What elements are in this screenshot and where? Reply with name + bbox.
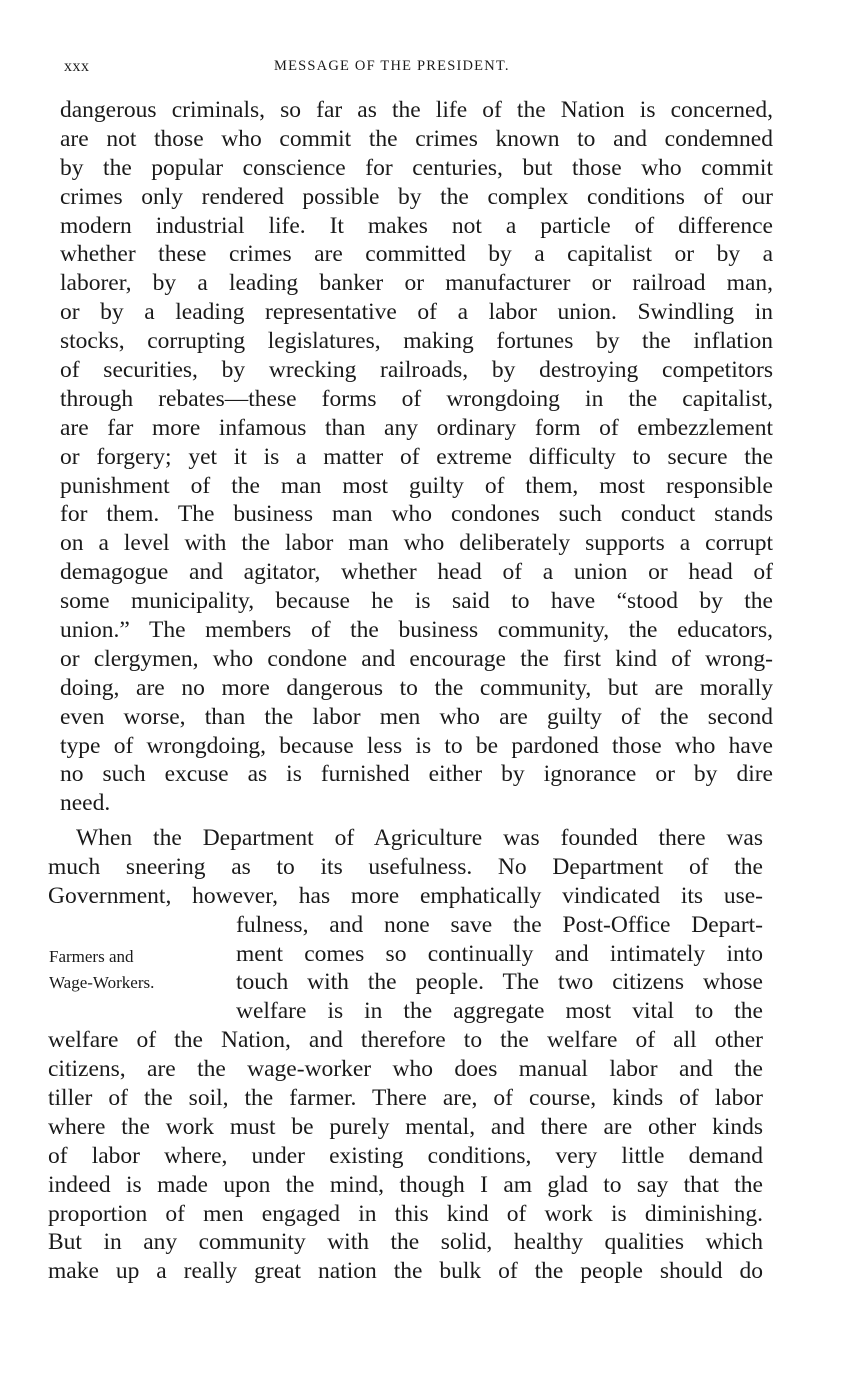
text-line: or clergymen, who condone and encourage the first kind of wrong- xyxy=(60,645,773,672)
text-line: much sneering as to its usefulness. No Department of the xyxy=(48,853,763,880)
text-line: or by a leading representative of a labor union. Swindling in xyxy=(60,299,773,326)
text-line: But in any community with the solid, healthy qualities which xyxy=(48,1229,763,1256)
text-line: union.” The members of the business community, the educators, xyxy=(60,617,773,644)
running-title: MESSAGE OF THE PRESIDENT. xyxy=(274,58,510,74)
text-line: laborer, by a leading banker or manufacturer or railroad man, xyxy=(60,270,773,297)
text-line: through rebates—these forms of wrongdoing in the capitalist, xyxy=(60,385,773,412)
page-number: xxx xyxy=(64,58,90,75)
text-line: even worse, than the labor men who are guilty of the second xyxy=(60,703,773,730)
text-line: are far more infamous than any ordinary form of embezzlement xyxy=(60,414,773,441)
text-line: demagogue and agitator, whether head of a union or head of xyxy=(60,559,773,586)
text-line: When the Department of Agriculture was founded there was xyxy=(76,825,763,851)
page-header xyxy=(64,58,764,82)
text-line: indeed is made upon the mind, though I am glad to say that the xyxy=(48,1171,763,1198)
text-line: modern industrial life. It makes not a particle of difference xyxy=(60,212,773,239)
margin-note-line: Wage-Workers. xyxy=(49,973,155,992)
text-line: for them. The business man who condones such conduct stands xyxy=(60,501,773,528)
text-line: where the work must be purely mental, and there are other kinds xyxy=(48,1113,763,1140)
text-line: proportion of men engaged in this kind of work is diminishing. xyxy=(48,1200,763,1227)
text-line: welfare is in the aggregate most vital to the xyxy=(236,998,763,1025)
text-line: or forgery; yet it is a matter of extreme difficulty to secure the xyxy=(60,443,773,470)
text-line: punishment of the man most guilty of them, most responsible xyxy=(60,472,773,499)
text-line: type of wrongdoing, because less is to be pardoned those who have xyxy=(60,732,773,759)
text-line: crimes only rendered possible by the complex conditions of our xyxy=(60,183,773,210)
text-line: dangerous criminals, so far as the life of the Nation is concerned, xyxy=(60,97,773,123)
text-line: tiller of the soil, the farmer. There are, of course, kinds of labor xyxy=(48,1085,763,1112)
text-line: stocks, corrupting legislatures, making fortunes by the inflation xyxy=(60,328,773,355)
text-line: doing, are no more dangerous to the community, but are morally xyxy=(60,674,773,701)
text-line: are not those who commit the crimes known to and condemned xyxy=(60,125,773,152)
text-line: welfare of the Nation, and therefore to the welfare of all other xyxy=(48,1027,763,1054)
text-line: by the popular conscience for centuries, but those who commit xyxy=(60,154,773,181)
text-line: need. xyxy=(60,790,111,817)
text-line: on a level with the labor man who deliberately supports a corrupt xyxy=(60,530,773,557)
text-line: no such excuse as is furnished either by ignorance or by dire xyxy=(60,761,773,788)
text-line: of securities, by wrecking railroads, by destroying competitors xyxy=(60,357,773,384)
text-line: ment comes so continually and intimately into xyxy=(236,940,763,967)
text-line: touch with the people. The two citizens whose xyxy=(236,969,763,996)
margin-note-line: Farmers and xyxy=(49,947,134,966)
text-line: make up a really great nation the bulk of the people should do xyxy=(48,1258,763,1285)
text-line: of labor where, under existing conditions, very little demand xyxy=(48,1142,763,1169)
text-line: whether these crimes are committed by a capitalist or by a xyxy=(60,241,773,268)
text-line: some municipality, because he is said to have “stood by the xyxy=(60,588,773,615)
text-line: fulness, and none save the Post-Office Depart- xyxy=(236,911,763,938)
text-line: Government, however, has more emphatically vindicated its use- xyxy=(48,882,763,909)
paragraph-1 xyxy=(60,96,773,818)
paragraph-2 xyxy=(48,824,763,1286)
text-line: citizens, are the wage-worker who does manual labor and the xyxy=(48,1056,763,1083)
